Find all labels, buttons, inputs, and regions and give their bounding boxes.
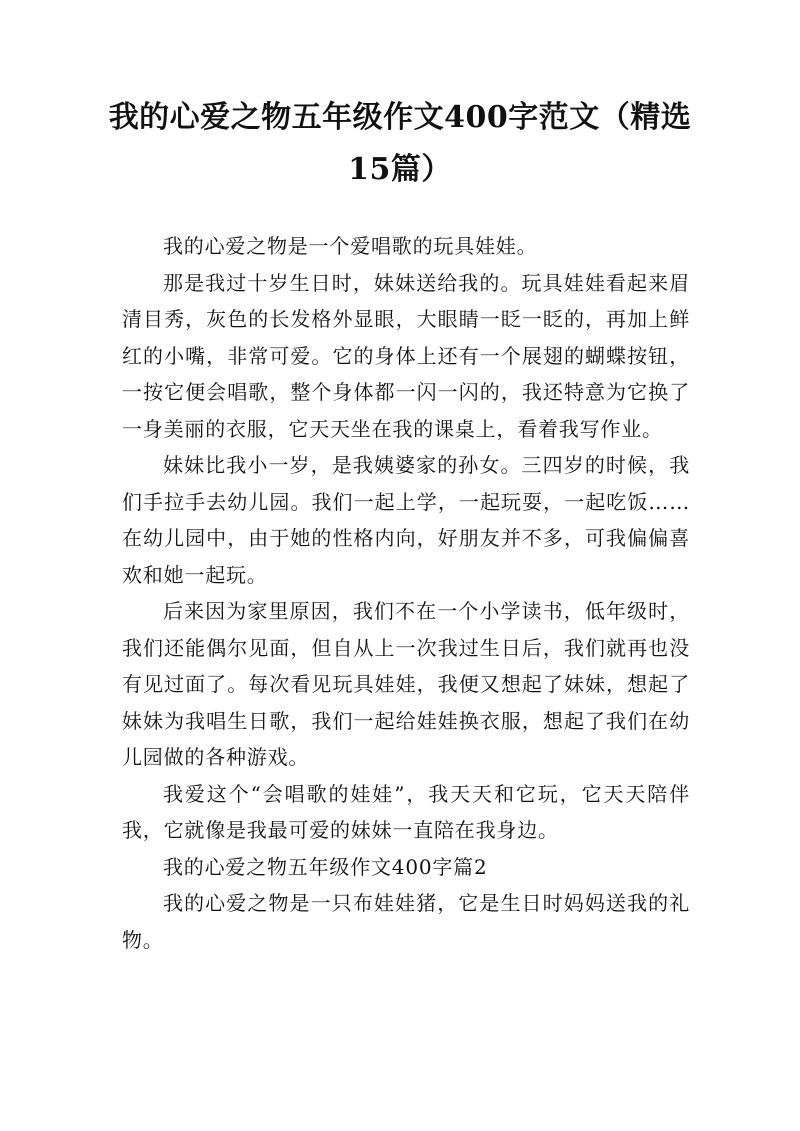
document-title: 我的心爱之物五年级作文400字范文（精选15篇）: [108, 100, 692, 187]
paragraph-separation: 后来因为家里原因，我们不在一个小学读书，低年级时，我们还能偶尔见面，但自从上一次我过生日后，我们就再也没有见过面了。每次看见玩具娃娃，我便又想起了妹妹，想起了妹妹为我唱生日歌，我们一起给娃娃换衣服，想起了我们在幼儿园做的各种游戏。: [122, 599, 690, 769]
paragraph-intro: 我的心爱之物是一个爱唱歌的玩具娃娃。: [163, 234, 538, 258]
section-heading-2: 我的心爱之物五年级作文400字篇2: [163, 854, 488, 879]
article-body: [122, 228, 690, 958]
paragraph-doll-description: 那是我过十岁生日时，妹妹送给我的。玩具娃娃看起来眉清目秀，灰色的长发格外显眼，大眼睛一眨一眨的，再加上鲜红的小嘴，非常可爱。它的身体上还有一个展翅的蝴蝶按钮，一按它便会唱歌，整个身体都一闪一闪的，我还特意为它换了一身美丽的衣服，它天天坐在我的课桌上，看着我写作业。: [122, 270, 690, 441]
paragraph-sister: 妹妹比我小一岁，是我姨婆家的孙女。三四岁的时候，我们手拉手去幼儿园。我们一起上学，一起玩耍，一起吃饭……在幼儿园中，由于她的性格内向，好朋友并不多，可我偏偏喜欢和她一起玩。: [122, 453, 690, 587]
paragraph-essay-2-intro: 我的心爱之物是一只布娃娃猪，它是生日时妈妈送我的礼物。: [122, 891, 690, 952]
paragraph-conclusion: 我爱这个“会唱歌的娃娃”，我天天和它玩，它天天陪伴我，它就像是我最可爱的妹妹一直陪在我身边。: [122, 781, 690, 842]
